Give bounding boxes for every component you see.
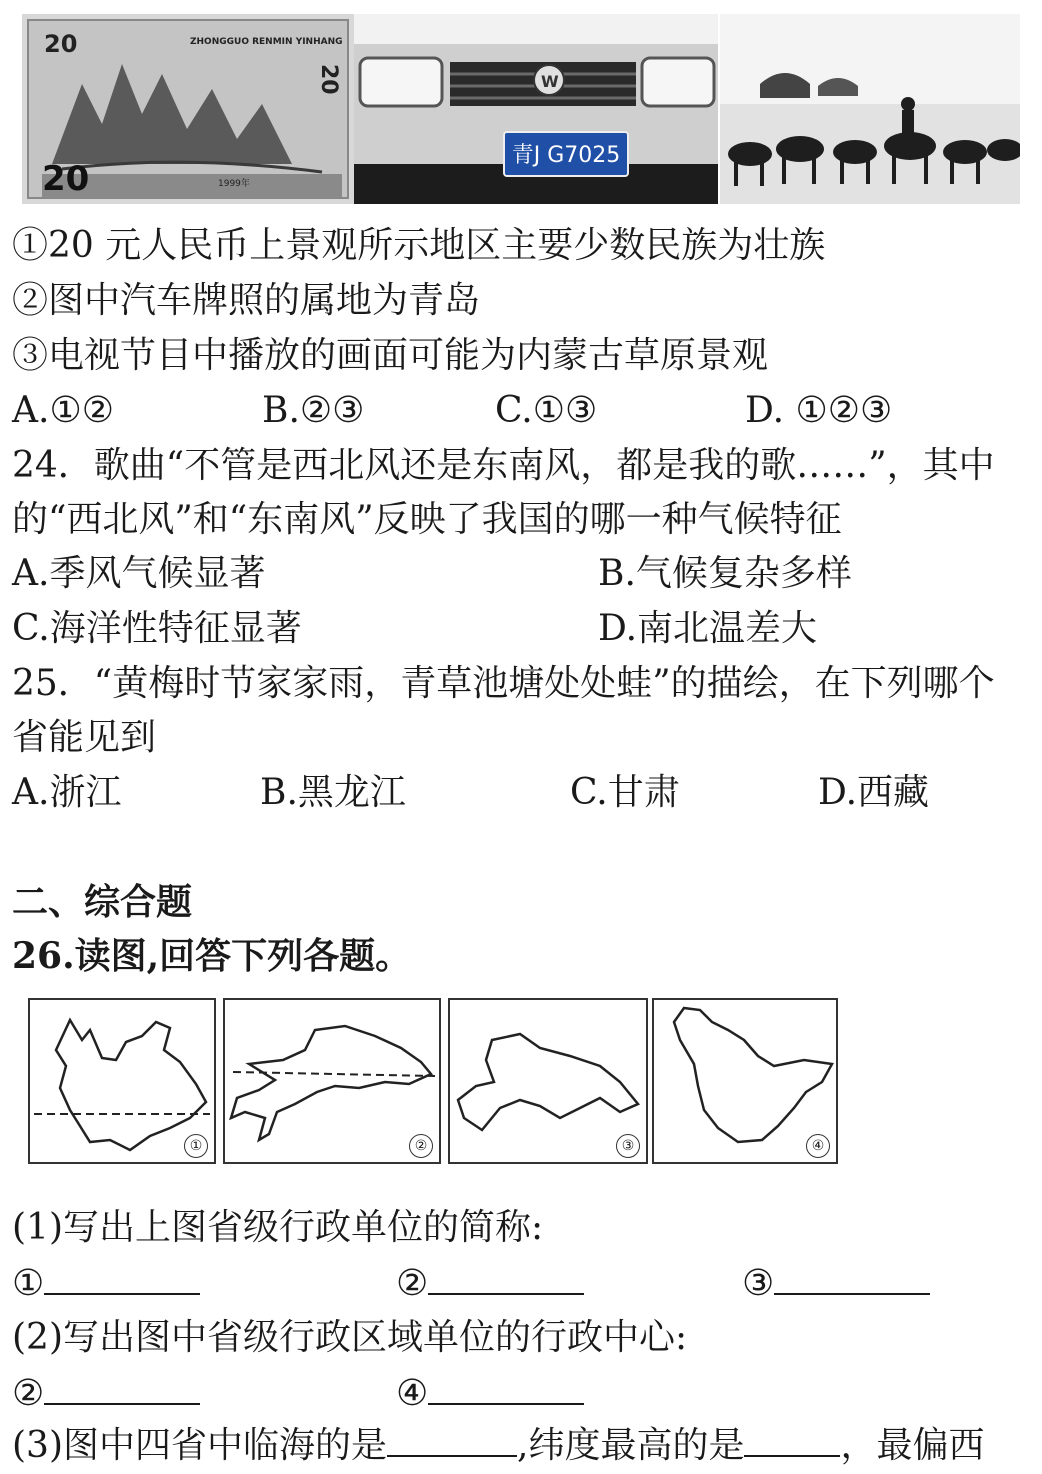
q26-sub1-blank-2[interactable]: [396, 1262, 584, 1306]
map-label-4: ④: [806, 1134, 830, 1158]
answer-blank[interactable]: [774, 1263, 930, 1295]
province-map-3: [448, 998, 648, 1164]
q23-statement-2: ②图中汽车牌照的属地为青岛: [12, 280, 481, 321]
q23-option-b: B.②③: [262, 390, 365, 431]
q25-stem-line-1: 25．“黄梅时节家家雨，青草池塘处处蛙”的描绘，在下列哪个: [12, 663, 995, 704]
answer-blank[interactable]: [428, 1263, 584, 1295]
province-map-2: [223, 998, 441, 1164]
q23-statement-1: ①20 元人民币上景观所示地区主要少数民族为壮族: [12, 225, 826, 266]
q23-option-a: A.①②: [12, 390, 114, 431]
blank-label: ④: [396, 1373, 429, 1414]
q23-option-c: C.①③: [495, 390, 598, 431]
q25-option-c: C.甘肃: [570, 772, 680, 813]
q24-option-a: A.季风气候显著: [12, 553, 266, 594]
province-outline-2: [231, 1026, 431, 1140]
banknote-photo: [22, 14, 354, 204]
q25-option-d: D.西藏: [818, 772, 930, 813]
grassland-image: [720, 14, 1020, 204]
province-outline-1: [56, 1020, 206, 1150]
q26-sub3: [12, 1424, 984, 1468]
q25-option-b: B.黑龙江: [260, 772, 406, 813]
answer-blank[interactable]: [428, 1373, 584, 1405]
answer-blank[interactable]: [44, 1263, 200, 1295]
license-plate-text: 青J G7025: [511, 143, 621, 168]
car-image: [354, 14, 718, 204]
q26-title: 26.读图,回答下列各题。: [12, 935, 412, 977]
car-photo: [354, 14, 718, 204]
q26-sub2: (2)写出图中省级行政区域单位的行政中心:: [12, 1317, 688, 1358]
answer-blank[interactable]: [44, 1373, 200, 1405]
map-label-1: ①: [184, 1134, 208, 1158]
q26-sub3-part-b: ,纬度最高的是: [517, 1425, 745, 1466]
province-outline-3: [458, 1034, 638, 1130]
blank-label: ②: [396, 1263, 429, 1304]
q24-stem-line-1: 24．歌曲“不管是西北风还是东南风，都是我的歌……”，其中: [12, 445, 995, 486]
answer-blank[interactable]: [387, 1425, 517, 1457]
section-heading: 二、综合题: [12, 881, 193, 923]
q24-option-c: C.海洋性特征显著: [12, 608, 302, 649]
q25-option-a: A.浙江: [12, 772, 122, 813]
province-outline-4: [674, 1008, 832, 1142]
banknote-denomination-top: 20: [44, 30, 78, 58]
blank-label: ②: [12, 1373, 45, 1414]
blank-label: ③: [742, 1263, 775, 1304]
svg-text:20: 20: [316, 64, 341, 95]
q26-sub2-blank-2[interactable]: [396, 1372, 584, 1416]
q24-option-b: B.气候复杂多样: [598, 553, 852, 594]
q26-sub2-blank-1[interactable]: [12, 1372, 200, 1416]
map-label-3: ③: [616, 1134, 640, 1158]
svg-text:W: W: [541, 72, 559, 91]
banknote-image: [22, 14, 354, 204]
province-map-4: [652, 998, 838, 1164]
banknote-year: 1999年: [218, 179, 250, 189]
answer-blank[interactable]: [744, 1425, 840, 1457]
banknote-denomination-bottom: 20: [42, 159, 90, 199]
blank-label: ①: [12, 1263, 45, 1304]
map-label-2: ②: [409, 1134, 433, 1158]
q26-sub1-blank-1[interactable]: [12, 1262, 200, 1306]
q26-sub3-part-c: ，最偏西: [840, 1425, 985, 1466]
q26-sub1: (1)写出上图省级行政单位的简称:: [12, 1207, 544, 1248]
grassland-photo: [720, 14, 1020, 204]
q26-sub1-blank-3[interactable]: [742, 1262, 930, 1306]
banknote-bank-name: ZHONGGUO RENMIN YINHANG: [190, 37, 343, 47]
q26-sub3-part-a: (3)图中四省中临海的是: [12, 1425, 387, 1466]
q24-option-d: D.南北温差大: [598, 608, 818, 649]
q25-stem-line-2: 省能见到: [12, 717, 157, 758]
q23-statement-3: ③电视节目中播放的画面可能为内蒙古草原景观: [12, 335, 769, 376]
q23-option-d: D. ①②③: [745, 390, 893, 431]
province-map-1: [28, 998, 216, 1164]
q24-stem-line-2: 的“西北风”和“东南风”反映了我国的哪一种气候特征: [12, 499, 842, 540]
